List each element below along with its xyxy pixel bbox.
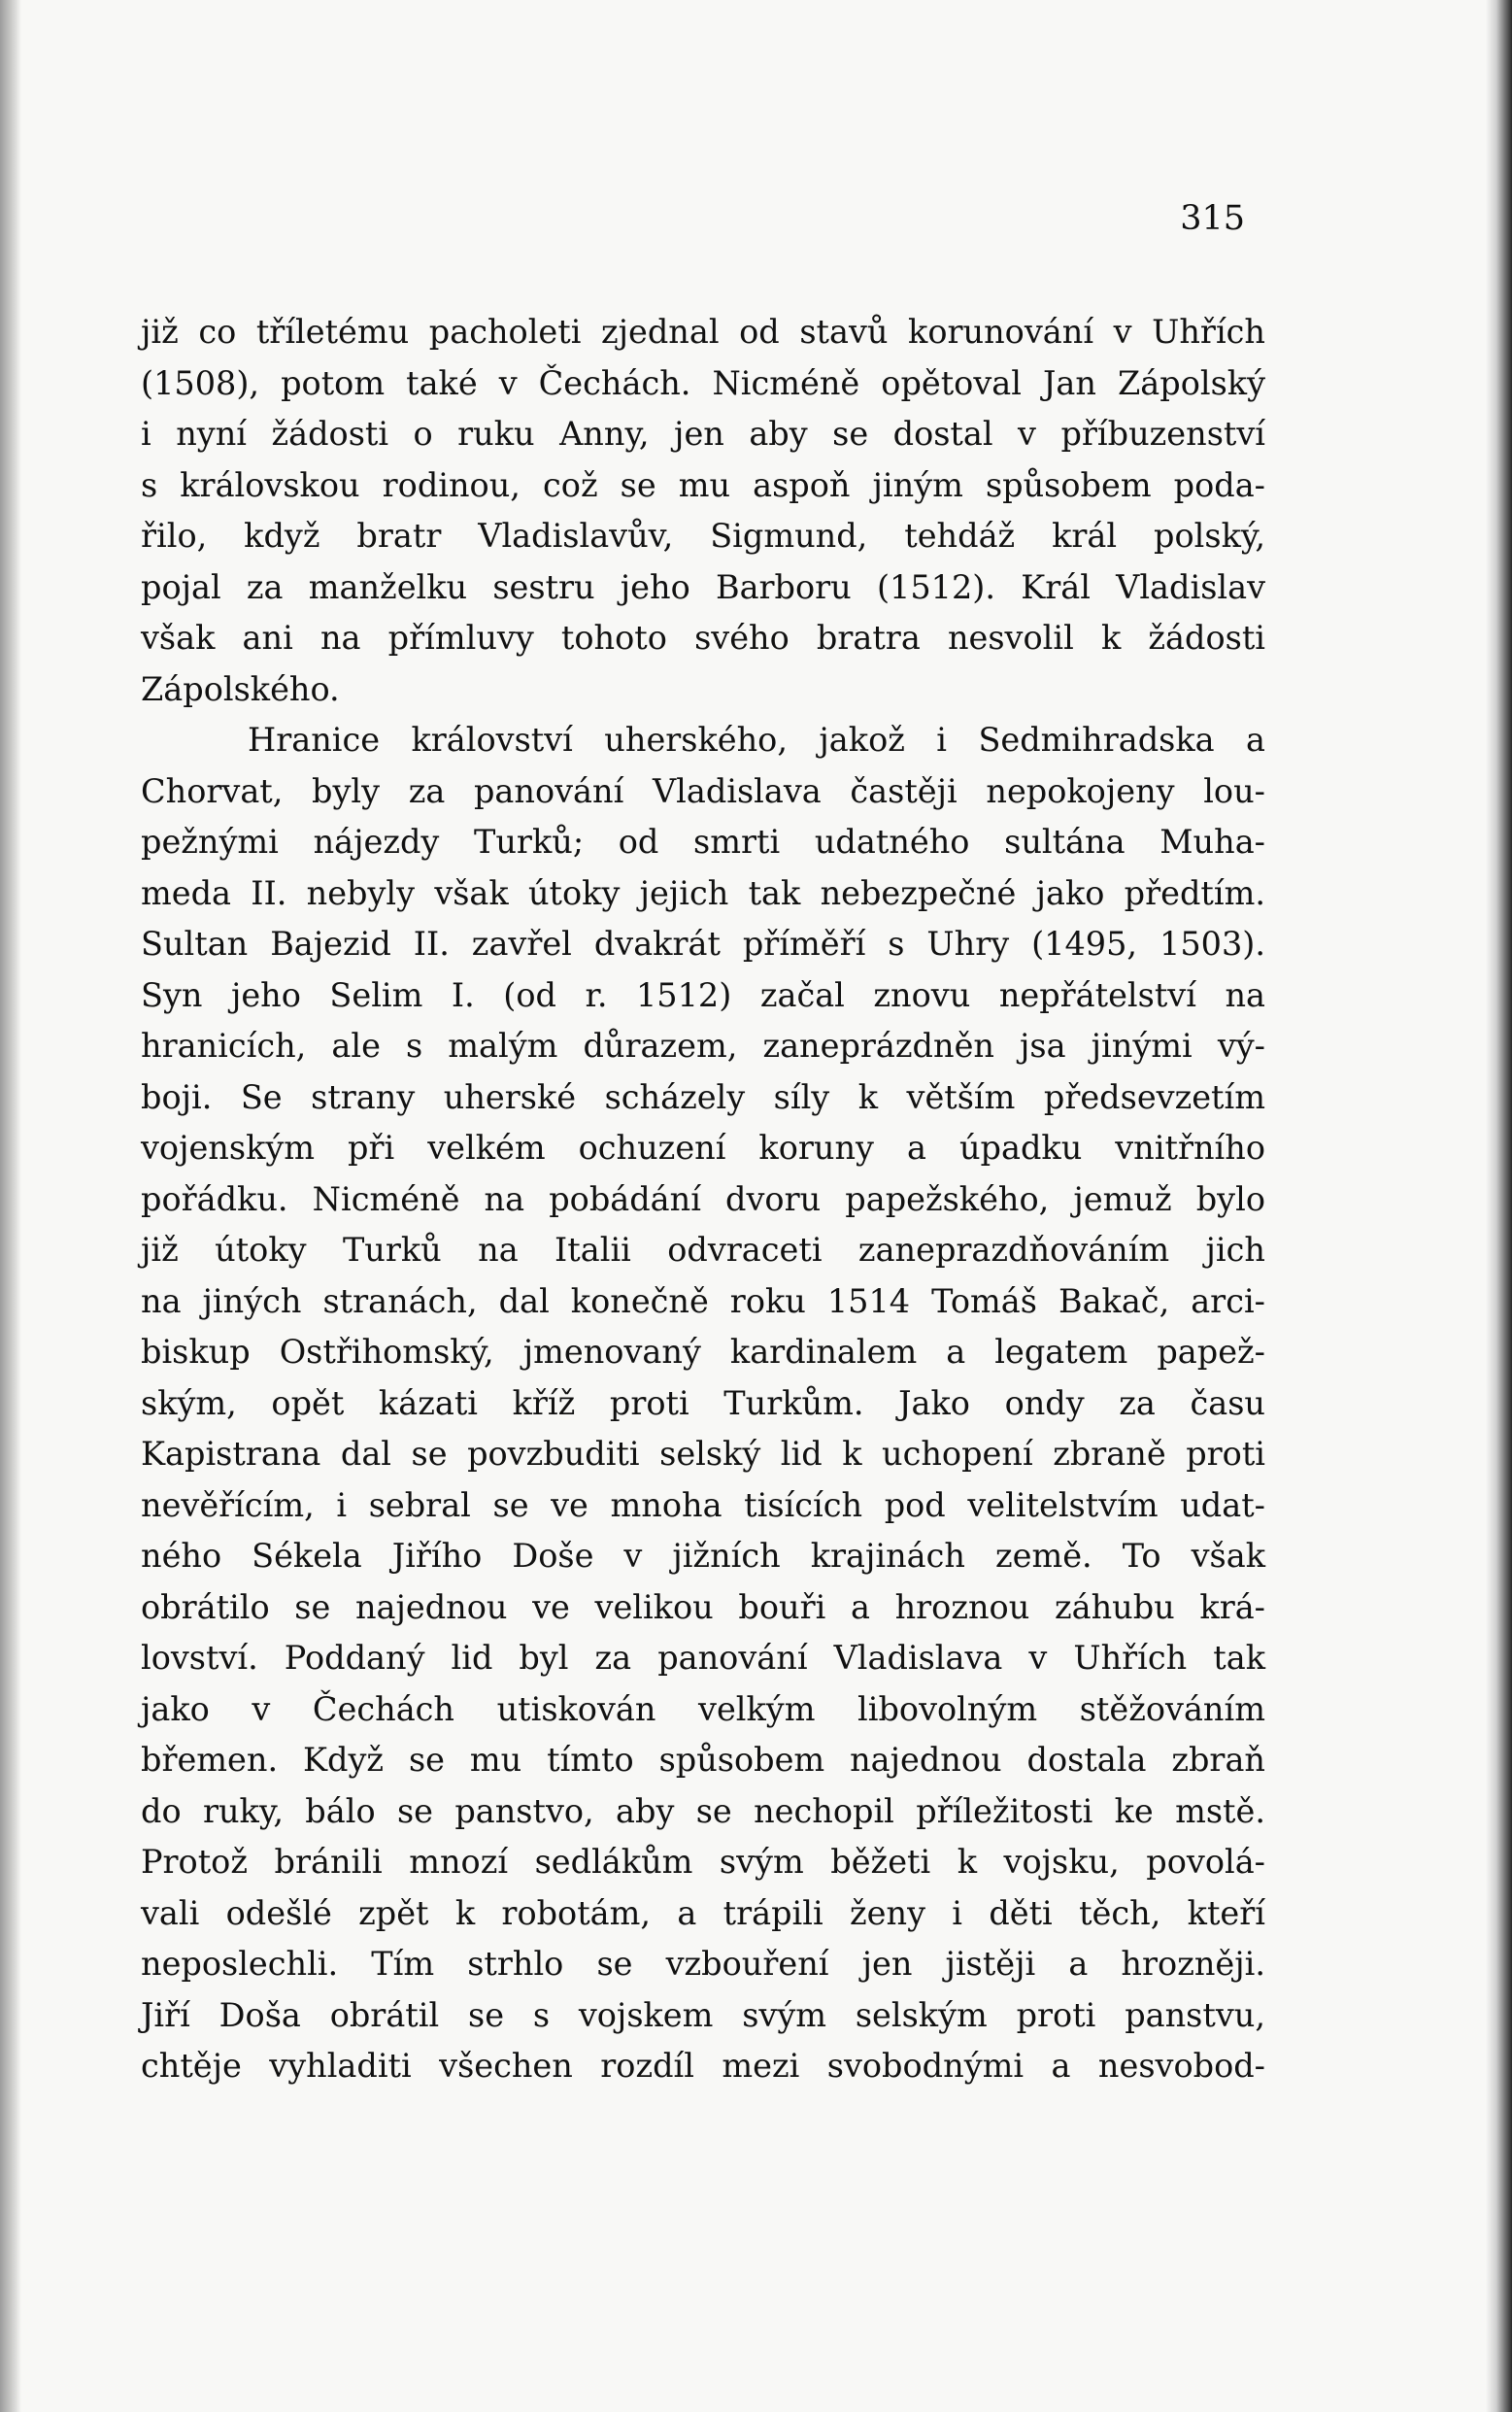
book-spine-shadow (0, 0, 21, 2412)
text-line: Sultan Bajezid II. zavřel dvakrát příměří s Uhry (1495, 1503). (141, 925, 1265, 963)
text-line: vojenským při velkém ochuzení koruny a úpadku vnitřního (141, 1129, 1265, 1167)
text-line: pojal za manželku sestru jeho Barboru (1512). Král Vladislav (141, 567, 1265, 606)
text-line: však ani na přímluvy tohoto svého bratra nesvolil k žádosti (141, 619, 1265, 657)
text-line: pežnými nájezdy Turků; od smrti udatného sultána Muha- (141, 823, 1265, 861)
text-line: jako v Čechách utiskován velkým libovolným stěžováním (141, 1689, 1265, 1728)
text-line: ného Sékela Jiřího Doše v jižních krajinách země. To však (141, 1537, 1265, 1575)
text-line: lovství. Poddaný lid byl za panování Vladislava v Uhřích tak (141, 1639, 1265, 1677)
text-line: s královskou rodinou, což se mu aspoň jiným spůsobem poda- (141, 465, 1265, 504)
text-line: do ruky, bálo se panstvo, aby se nechopil příležitosti ke mstě. (141, 1791, 1265, 1830)
text-line: vali odešlé zpět k robotám, a trápili ženy i děti těch, kteří (141, 1893, 1265, 1932)
text-line: biskup Ostřihomský, jmenovaný kardinalem a legatem papež- (141, 1333, 1265, 1371)
text-line: neposlechli. Tím strhlo se vzbouření jen jistěji a hrozněji. (141, 1945, 1265, 1983)
text-line: Syn jeho Selim I. (od r. 1512) začal znovu nepřátelství na (141, 975, 1265, 1014)
text-line: břemen. Když se mu tímto spůsobem najednou dostala zbraň (141, 1741, 1265, 1779)
text-line: hranicích, ale s malým důrazem, zaneprázdněn jsa jinými vý- (141, 1027, 1265, 1065)
text-line: řilo, když bratr Vladislavův, Sigmund, tehdáž král polský, (141, 517, 1265, 555)
text-line: Protož bránili mnozí sedlákům svým běžeti k vojsku, povolá- (141, 1843, 1265, 1881)
text-line: boji. Se strany uherské scházely síly k větším předsevzetím (141, 1077, 1265, 1116)
text-line: obrátilo se najednou ve velikou bouři a hroznou záhubu krá- (141, 1587, 1265, 1626)
text-line: i nyní žádosti o ruku Anny, jen aby se dostal v příbuzenství (141, 415, 1265, 453)
text-line: pořádku. Nicméně na pobádání dvoru papežského, jemuž bylo (141, 1179, 1265, 1218)
text-line: Zápolského. (141, 669, 340, 708)
text-line: Jiří Doša obrátil se s vojskem svým selským proti panstvu, (141, 1995, 1265, 2034)
text-line: Hranice království uherského, jakož i Sedmihradska a (248, 721, 1265, 759)
text-line: (1508), potom také v Čechách. Nicméně opětoval Jan Zápolský (141, 363, 1265, 402)
text-line: chtěje vyhladiti všechen rozdíl mezi svobodnými a nesvobod- (141, 2047, 1265, 2085)
text-line: ským, opět kázati kříž proti Turkům. Jako ondy za času (141, 1383, 1265, 1422)
text-line: již útoky Turků na Italii odvraceti zaneprazdňováním jich (141, 1231, 1265, 1269)
text-line: nevěřícím, i sebral se ve mnoha tisících pod velitelstvím udat- (141, 1485, 1265, 1524)
body-text (141, 307, 1265, 2092)
text-line: Chorvat, byly za panování Vladislava častěji nepokojeny lou- (141, 771, 1265, 810)
page-number: 315 (1180, 199, 1245, 238)
text-line: na jiných stranách, dal konečně roku 1514 Tomáš Bakač, arci- (141, 1281, 1265, 1320)
text-line: Kapistrana dal se povzbuditi selský lid k uchopení zbraně proti (141, 1435, 1265, 1473)
text-line: meda II. nebyly však útoky jejich tak nebezpečné jako předtím. (141, 873, 1265, 912)
text-line: již co tříletému pacholeti zjednal od stavů korunování v Uhřích (141, 313, 1265, 351)
page-edge-shadow (1486, 0, 1512, 2412)
